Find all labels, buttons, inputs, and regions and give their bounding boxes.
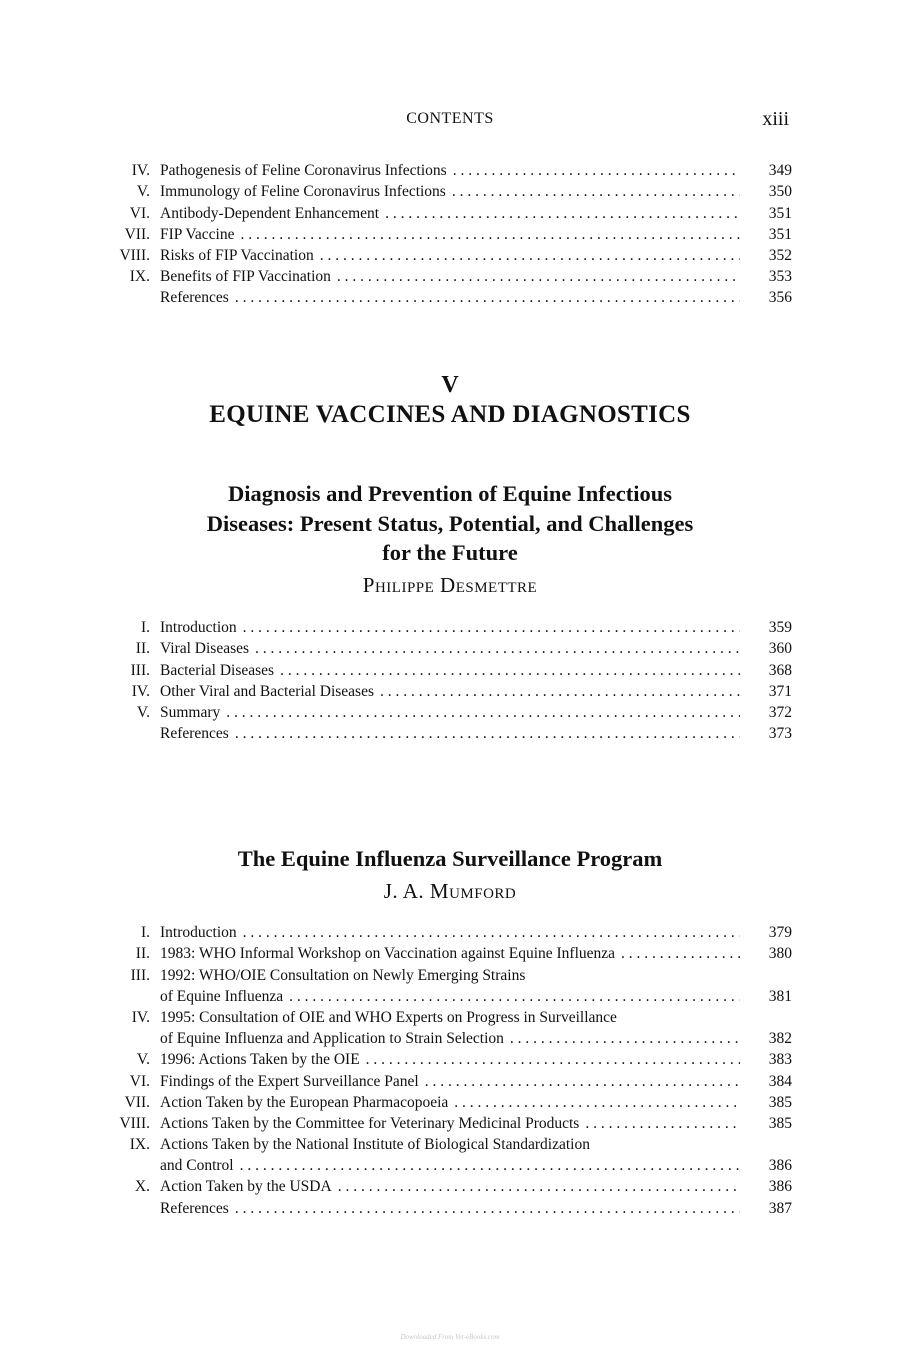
toc-entry [100, 1113, 792, 1134]
toc-entry [100, 638, 792, 659]
toc-entry-body [160, 965, 740, 986]
toc-entry [100, 1028, 792, 1049]
toc-leader-dots [419, 1071, 740, 1092]
footer-watermark: Downloaded From Vet-eBooks.com [400, 1333, 500, 1341]
toc-entry-title: 1995: Consultation of OIE and WHO Experts on Progress in Surveillance [160, 1008, 617, 1026]
toc-entry [100, 1176, 792, 1197]
toc-leader-dots [283, 986, 740, 1007]
part-title: EQUINE VACCINES AND DIAGNOSTICS [209, 401, 691, 428]
toc-entry-body [160, 1049, 740, 1070]
toc-entry [100, 224, 792, 245]
chapter-title-line: Diagnosis and Prevention of Equine Infectious [227, 481, 673, 506]
toc-entry-title: Other Viral and Bacterial Diseases [160, 682, 374, 700]
toc-entry-title: Summary [160, 703, 221, 721]
toc-entry-title: Bacterial Diseases [160, 661, 275, 679]
toc-entry-page: 383 [768, 1051, 792, 1069]
toc-entry-number: III. [130, 966, 150, 984]
toc-entry-page: 371 [768, 682, 792, 700]
toc-entry-title: of Equine Influenza and Application to Strain Selection [160, 1030, 504, 1048]
toc-entry-number: VI. [129, 204, 150, 222]
toc-entry-title: Immunology of Feline Coronavirus Infections [160, 183, 446, 201]
toc-leader-dots [237, 617, 740, 638]
toc-entry [100, 702, 792, 723]
page-number: xiii [762, 108, 789, 130]
toc-entry-page: 373 [768, 725, 792, 743]
chapter-toc-list [100, 922, 792, 1219]
toc-entry-number: X. [134, 1178, 150, 1196]
toc-entry-page: 386 [768, 1178, 792, 1196]
toc-entry-body [160, 1198, 740, 1219]
toc-entry [100, 160, 792, 181]
toc-entry-body [160, 638, 740, 659]
toc-leader-dots [379, 203, 740, 224]
toc-entry-title: Actions Taken by the National Institute of Biological Standardization [160, 1136, 590, 1154]
toc-leader-dots [504, 1028, 740, 1049]
toc-entry-body [160, 660, 740, 681]
toc-entry-page: 359 [768, 619, 792, 637]
toc-entry-title: Introduction [160, 924, 237, 942]
toc-entry [100, 1134, 792, 1155]
toc-entry [100, 245, 792, 266]
toc-entry-number: IV. [131, 162, 150, 180]
toc-entry [100, 681, 792, 702]
toc-leader-dots [234, 1155, 740, 1176]
toc-entry-title: References [160, 289, 229, 307]
toc-entry-title: Pathogenesis of Feline Coronavirus Infections [160, 162, 447, 180]
toc-entry-number: VIII. [119, 1114, 150, 1132]
toc-entry-number: I. [140, 924, 150, 942]
toc-entry [100, 1155, 792, 1176]
toc-entry-page: 350 [768, 183, 792, 201]
toc-entry-body [160, 723, 740, 744]
toc-entry-number: VIII. [119, 246, 150, 264]
toc-entry-title: 1992: WHO/OIE Consultation on Newly Emerging Strains [160, 966, 526, 984]
toc-leader-dots [448, 1092, 740, 1113]
toc-entry-number: VII. [124, 1093, 150, 1111]
toc-entry-page: 351 [768, 225, 792, 243]
toc-entry [100, 986, 792, 1007]
toc-entry-body [160, 943, 740, 964]
toc-entry [100, 617, 792, 638]
chapter-toc-list [100, 617, 792, 744]
toc-entry-body [160, 266, 740, 287]
toc-entry-page: 352 [768, 246, 792, 264]
toc-entry-title: Findings of the Expert Surveillance Panel [160, 1072, 419, 1090]
toc-entry-body [160, 181, 740, 202]
toc-entry-title: of Equine Influenza [160, 987, 284, 1005]
toc-entry-body [160, 203, 740, 224]
toc-entry-title: Action Taken by the European Pharmacopoeia [160, 1093, 449, 1111]
toc-entry-body [160, 160, 740, 181]
toc-entry-body [160, 986, 740, 1007]
toc-leader-dots [615, 943, 740, 964]
toc-leader-dots [331, 266, 740, 287]
toc-leader-dots [229, 723, 740, 744]
toc-entry-body [160, 617, 740, 638]
toc-entry-body [160, 1071, 740, 1092]
toc-entry-page: 379 [768, 924, 792, 942]
toc-leader-dots [274, 660, 740, 681]
toc-entry-page: 368 [768, 661, 792, 679]
toc-entry-number: I. [140, 619, 150, 637]
toc-entry-number: V. [136, 1051, 150, 1069]
toc-entry-body [160, 1092, 740, 1113]
toc-entry-body [160, 1007, 740, 1028]
toc-entry [100, 1197, 792, 1218]
toc-entry-page: 380 [768, 945, 792, 963]
chapter-title-line: for the Future [382, 540, 518, 565]
toc-entry-page: 384 [768, 1072, 792, 1090]
toc-entry [100, 922, 792, 943]
toc-entry [100, 1070, 792, 1091]
toc-continued-list [100, 160, 792, 308]
toc-leader-dots [249, 638, 740, 659]
toc-leader-dots [234, 224, 740, 245]
toc-leader-dots [220, 702, 740, 723]
toc-entry-title: Actions Taken by the Committee for Veterinary Medicinal Products [160, 1114, 580, 1132]
toc-entry-number: V. [136, 703, 150, 721]
toc-leader-dots [332, 1176, 740, 1197]
toc-entry-title: FIP Vaccine [160, 225, 235, 243]
toc-leader-dots [447, 160, 740, 181]
running-head [0, 108, 900, 132]
toc-entry-page: 385 [768, 1114, 792, 1132]
toc-entry-body [160, 1155, 740, 1176]
toc-entry-title: Action Taken by the USDA [160, 1178, 332, 1196]
toc-entry-body [160, 702, 740, 723]
toc-entry-page: 360 [768, 640, 792, 658]
toc-entry-number: VI. [129, 1072, 150, 1090]
toc-entry-title: 1983: WHO Informal Workshop on Vaccination against Equine Influenza [160, 945, 616, 963]
toc-entry-body [160, 1113, 740, 1134]
toc-entry-body [160, 287, 740, 308]
toc-leader-dots [229, 1198, 740, 1219]
toc-leader-dots [360, 1049, 740, 1070]
toc-entry-body [160, 922, 740, 943]
toc-entry-page: 385 [768, 1093, 792, 1111]
toc-entry-page: 386 [768, 1157, 792, 1175]
toc-entry-number: III. [130, 661, 150, 679]
chapter-author: J. A. Mumford [383, 879, 517, 903]
toc-entry [100, 964, 792, 985]
toc-entry-title: Risks of FIP Vaccination [160, 246, 314, 264]
toc-entry-title: and Control [160, 1157, 234, 1175]
toc-leader-dots [446, 181, 740, 202]
toc-entry-page: 387 [768, 1199, 792, 1217]
toc-entry-page: 356 [768, 289, 792, 307]
toc-entry-body [160, 245, 740, 266]
toc-entry-body [160, 1028, 740, 1049]
toc-entry-number: IV. [131, 682, 150, 700]
toc-entry-title: 1996: Actions Taken by the OIE [160, 1051, 360, 1069]
toc-entry-number: IX. [129, 1136, 150, 1154]
toc-entry [100, 1092, 792, 1113]
toc-entry [100, 723, 792, 744]
toc-entry-number: V. [136, 183, 150, 201]
toc-entry-number: IX. [129, 268, 150, 286]
running-head-title: CONTENTS [406, 110, 494, 127]
toc-entry [100, 202, 792, 223]
toc-entry-page: 372 [768, 703, 792, 721]
toc-entry-page: 351 [768, 204, 792, 222]
toc-entry [100, 266, 792, 287]
toc-entry [100, 659, 792, 680]
toc-leader-dots [314, 245, 740, 266]
toc-entry-number: II. [135, 945, 150, 963]
toc-entry-body [160, 1176, 740, 1197]
toc-entry-page: 381 [768, 987, 792, 1005]
toc-leader-dots [237, 922, 740, 943]
chapter-author: Philippe Desmettre [362, 573, 538, 597]
toc-entry [100, 181, 792, 202]
toc-entry-page: 353 [768, 268, 792, 286]
toc-entry-page: 349 [768, 162, 792, 180]
toc-leader-dots [579, 1113, 740, 1134]
toc-entry [100, 943, 792, 964]
toc-entry-number: VII. [124, 225, 150, 243]
toc-entry [100, 1049, 792, 1070]
part-number: V [441, 372, 459, 398]
toc-leader-dots [374, 681, 740, 702]
toc-entry-title: Viral Diseases [160, 640, 250, 658]
chapter-title: The Equine Influenza Surveillance Program [237, 846, 663, 871]
toc-entry-title: References [160, 725, 229, 743]
toc-entry-page: 382 [768, 1030, 792, 1048]
toc-entry-body [160, 681, 740, 702]
chapter-title [0, 479, 900, 568]
toc-entry-title: Antibody-Dependent Enhancement [160, 204, 380, 222]
toc-entry-number: II. [135, 640, 150, 658]
toc-entry-body [160, 224, 740, 245]
toc-leader-dots [229, 287, 740, 308]
toc-entry-title: Benefits of FIP Vaccination [160, 268, 331, 286]
toc-entry-title: References [160, 1199, 229, 1217]
toc-entry-title: Introduction [160, 619, 237, 637]
chapter-title-line: Diseases: Present Status, Potential, and Challenges [206, 510, 694, 536]
toc-entry-number: IV. [131, 1008, 150, 1026]
toc-entry-body [160, 1134, 740, 1155]
toc-entry [100, 1007, 792, 1028]
toc-entry [100, 287, 792, 308]
